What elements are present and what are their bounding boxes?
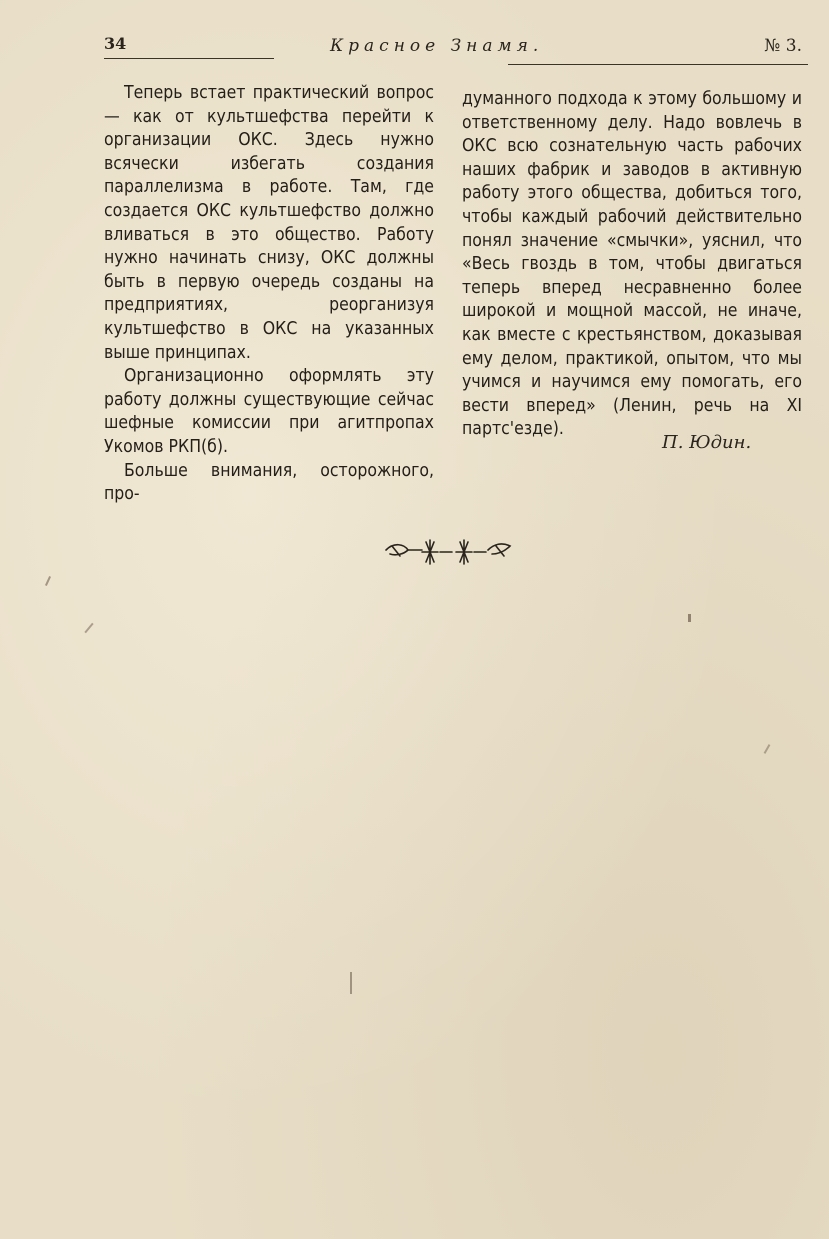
right-paragraph-1: думанного подхода к этому большому и ответственному делу. Надо вовлечь в ОКС всю сознательную часть рабочих наших фабрик и заводов в активную работу этого общества, добиться того, чтобы каждый рабочий действительно понял значение «смычки», уяснил, что «Весь гвоздь в том, чтобы двигаться теперь вперед несравненно более широкой и мощной массой, не иначе, как вместе с крестьянством, доказывая ему делом, практикой, опытом, что мы учимся и научимся ему помогать, его вести вперед» (Ленин, речь на XI партс'езде). [462,89,802,440]
decorative-divider-icon [382,536,514,570]
issue-number: № 3. [764,36,802,56]
scan-speck [764,744,771,754]
header-rule-left [104,58,274,59]
page-number: 34 [104,34,127,53]
scan-speck [84,623,93,633]
scan-speck [350,972,352,994]
left-paragraph-3: Больше внимания, осторожного, про- [104,460,434,505]
left-paragraph-1: Теперь встает практический вопрос — как от культшефства перейти к организации ОКС. Здесь нужно всячески избегать создания параллелизма в работе. Там, где создается ОКС культшефство должно вливаться в это общество. Работу нужно начинать снизу, ОКС должны быть в первую очередь созданы на предприятиях, реорганизуя культшефство в ОКС на указанных выше принципах. [104,83,434,363]
page-header [104,34,808,60]
left-paragraph-2: Организационно оформлять эту работу должны существующие сейчас шефные комиссии при агитпропах Укомов РКП(б). [104,366,434,457]
author-signature: П. Юдин. [662,432,752,453]
scan-speck [45,576,51,586]
header-rule-right [508,64,808,65]
left-column [104,82,434,507]
journal-title: Красное Знамя. [330,36,544,56]
scan-speck [688,614,691,622]
right-column [462,88,802,442]
